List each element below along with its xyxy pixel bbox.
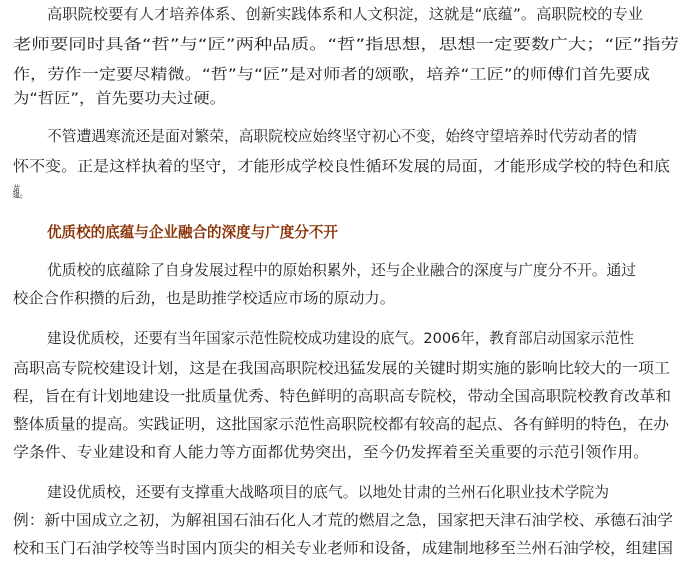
paragraph-4-line-4 — [0, 412, 699, 438]
text-line: 校和玉门石油学校等当时国内顶尖的相关专业老师和设备，成建制地移至兰州石油学校，组建国 — [13, 540, 673, 557]
paragraph-5-line-2 — [0, 508, 699, 534]
text-line: 作，劳作一定要尽精微。“哲”与“匠”是对师者的颂歌，培养“工匠”的师傅们首先要成 — [13, 66, 650, 83]
text-line: 整体质量的提高。实践证明，这批国家示范性高职院校都有较高的起点、各有鲜明的特色，在办 — [13, 416, 669, 433]
paragraph-2-line-1 — [0, 124, 699, 150]
text-line: 怀不变。正是这样执着的坚守，才能形成学校良性循环发展的局面，才能形成学校的特色和底 — [13, 158, 670, 175]
text-line: 例：新中国成立之初，为解祖国石油石化人才荒的燃眉之急，国家把天津石油学校、承德石油学 — [13, 512, 673, 529]
text-line: 优质校的底蕴除了自身发展过程中的原始积累外，还与企业融合的深度与广度分不开。通过 — [47, 262, 636, 279]
paragraph-4-line-3 — [0, 384, 699, 410]
text-line: 校企合作积攒的后劲，也是助推学校适应市场的原动力。 — [13, 290, 395, 307]
section-heading-line — [0, 220, 699, 246]
section-heading: 优质校的底蕴与企业融合的深度与广度分不开 — [47, 224, 338, 241]
paragraph-1-line-1 — [0, 2, 699, 28]
paragraph-5-line-3 — [0, 536, 699, 562]
paragraph-2-line-2 — [0, 154, 699, 180]
paragraph-1-line-2 — [0, 32, 699, 58]
paragraph-4-line-5 — [0, 440, 699, 466]
paragraph-2-line-3 — [0, 180, 699, 206]
text-line: 高职院校要有人才培养体系、创新实践体系和人文积淀，这就是“底蕴”。高职院校的专业 — [47, 6, 643, 23]
text-line: 建设优质校，还要有当年国家示范性院校成功建设的底气。2006年，教育部启动国家示范性 — [47, 330, 634, 347]
text-line: 不管遭遇寒流还是面对繁荣，高职院校应始终坚守初心不变，始终守望培养时代劳动者的情 — [47, 128, 637, 145]
paragraph-3-line-2 — [0, 286, 699, 312]
paragraph-1-line-3 — [0, 62, 699, 88]
paragraph-1-line-4 — [0, 86, 699, 112]
text-line: 蕴。 — [13, 184, 27, 201]
text-line: 学条件、专业建设和育人能力等方面都优势突出，至今仍发挥着至关重要的示范引领作用。 — [13, 444, 649, 461]
text-line: 老师要同时具备“哲”与“匠”两种品质。“哲”指思想，思想一定要数广大；“匠”指劳 — [13, 36, 679, 53]
text-line: 程，旨在有计划地建设一批质量优秀、特色鲜明的高职高专院校，带动全国高职院校教育改革和 — [13, 388, 671, 405]
text-line: 为“哲匠”，首先要功夫过硬。 — [13, 90, 227, 107]
paragraph-3-line-1 — [0, 258, 699, 284]
paragraph-4-line-1 — [0, 326, 699, 352]
text-line: 高职高专院校建设计划，这是在我国高职院校迅猛发展的关键时期实施的影响比较大的一项工 — [13, 360, 670, 377]
paragraph-4-line-2 — [0, 356, 699, 382]
text-line: 建设优质校，还要有支撑重大战略项目的底气。以地处甘肃的兰州石化职业技术学院为 — [47, 484, 609, 501]
paragraph-5-line-1 — [0, 480, 699, 506]
